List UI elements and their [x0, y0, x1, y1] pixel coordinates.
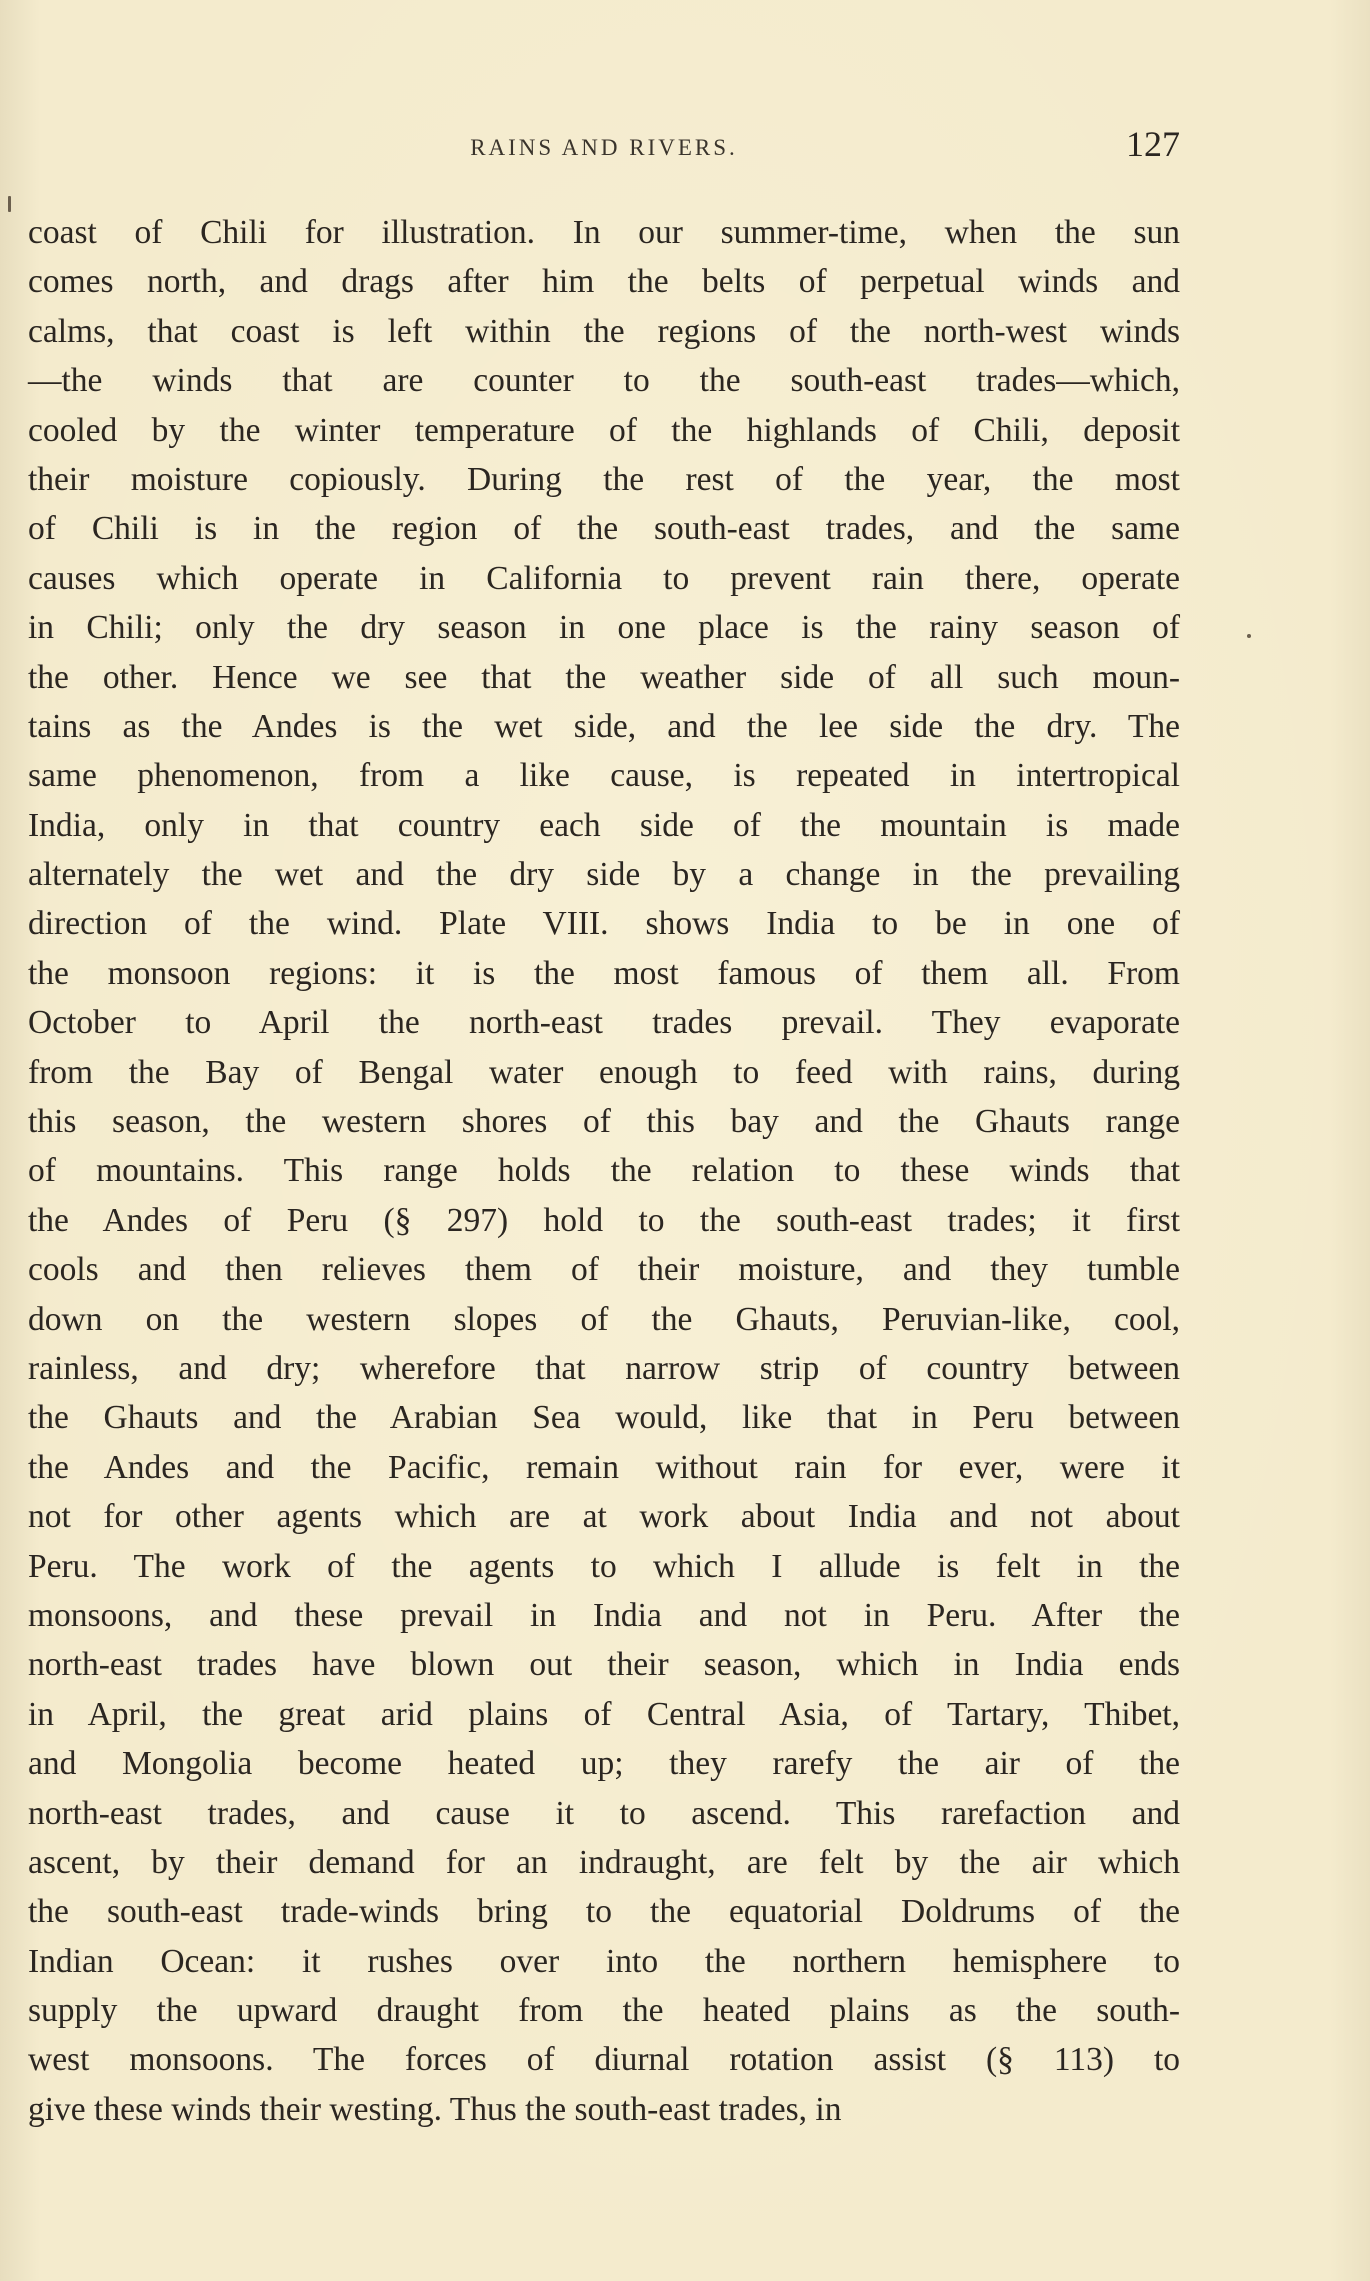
text-line: cools and then relieves them of their moisture, and they tumble [28, 1251, 1180, 1289]
text-line: give these winds their westing. Thus the south-east trades, in [28, 2090, 842, 2128]
text-line: Indian Ocean: it rushes over into the northern hemisphere to [28, 1942, 1180, 1980]
text-line: the Andes of Peru (§ 297) hold to the south-east trades; it first [28, 1201, 1180, 1239]
text-line: from the Bay of Bengal water enough to feed with rains, during [28, 1053, 1180, 1091]
text-line: down on the western slopes of the Ghauts, Peruvian-like, cool, [28, 1300, 1180, 1338]
text-line: the other. Hence we see that the weather side of all such moun- [28, 658, 1180, 696]
text-line: the Ghauts and the Arabian Sea would, like that in Peru between [28, 1399, 1180, 1437]
text-line: India, only in that country each side of the mountain is made [28, 806, 1180, 844]
text-line: Peru. The work of the agents to which I allude is felt in the [28, 1547, 1180, 1585]
text-line: the monsoon regions: it is the most famous of them all. From [28, 954, 1180, 992]
text-line: their moisture copiously. During the rest of the year, the most [28, 460, 1180, 498]
text-line: October to April the north-east trades prevail. They evaporate [28, 1004, 1180, 1042]
text-line: monsoons, and these prevail in India and not in Peru. After the [28, 1596, 1180, 1634]
text-line: same phenomenon, from a like cause, is repeated in intertropical [28, 757, 1180, 795]
text-line: this season, the western shores of this bay and the Ghauts range [28, 1103, 1180, 1141]
text-line: in Chili; only the dry season in one place is the rainy season of [28, 609, 1180, 647]
text-line: north-east trades, and cause it to ascend. This rarefaction and [28, 1794, 1180, 1832]
text-line: cooled by the winter temperature of the highlands of Chili, deposit [28, 411, 1180, 449]
text-line: north-east trades have blown out their season, which in India ends [28, 1646, 1180, 1684]
text-line: supply the upward draught from the heated plains as the south- [28, 1992, 1180, 2030]
text-line: not for other agents which are at work about India and not about [28, 1498, 1180, 1536]
margin-dot [1247, 634, 1251, 638]
text-line: ascent, by their demand for an indraught, are felt by the air which [28, 1843, 1180, 1881]
text-line: rainless, and dry; wherefore that narrow strip of country between [28, 1349, 1180, 1387]
page-number: 127 [1126, 124, 1180, 164]
text-line: of mountains. This range holds the relation to these winds that [28, 1152, 1180, 1190]
text-line: the Andes and the Pacific, remain without rain for ever, were it [28, 1448, 1180, 1486]
text-line: west monsoons. The forces of diurnal rotation assist (§ 113) to [28, 2041, 1180, 2079]
text-line: comes north, and drags after him the belts of perpetual winds and [28, 263, 1180, 301]
text-line: of Chili is in the region of the south-east trades, and the same [28, 510, 1180, 548]
body-text [28, 208, 1180, 2134]
text-line: calms, that coast is left within the regions of the north-west winds [28, 312, 1180, 350]
text-line: —the winds that are counter to the south-east trades—which, [28, 362, 1180, 400]
margin-mark [8, 196, 11, 212]
text-line: causes which operate in California to prevent rain there, operate [28, 559, 1180, 597]
text-line: and Mongolia become heated up; they rarefy the air of the [28, 1745, 1180, 1783]
running-head: RAINS AND RIVERS. [470, 135, 738, 160]
text-line: coast of Chili for illustration. In our summer-time, when the sun [28, 214, 1180, 251]
text-line: direction of the wind. Plate VIII. shows India to be in one of [28, 905, 1180, 943]
text-line: the south-east trade-winds bring to the equatorial Doldrums of the [28, 1893, 1180, 1931]
text-line: alternately the wet and the dry side by a change in the prevailing [28, 856, 1180, 894]
text-line: in April, the great arid plains of Central Asia, of Tartary, Thibet, [28, 1695, 1180, 1733]
page-header [28, 123, 1180, 173]
text-line: tains as the Andes is the wet side, and the lee side the dry. The [28, 707, 1180, 745]
